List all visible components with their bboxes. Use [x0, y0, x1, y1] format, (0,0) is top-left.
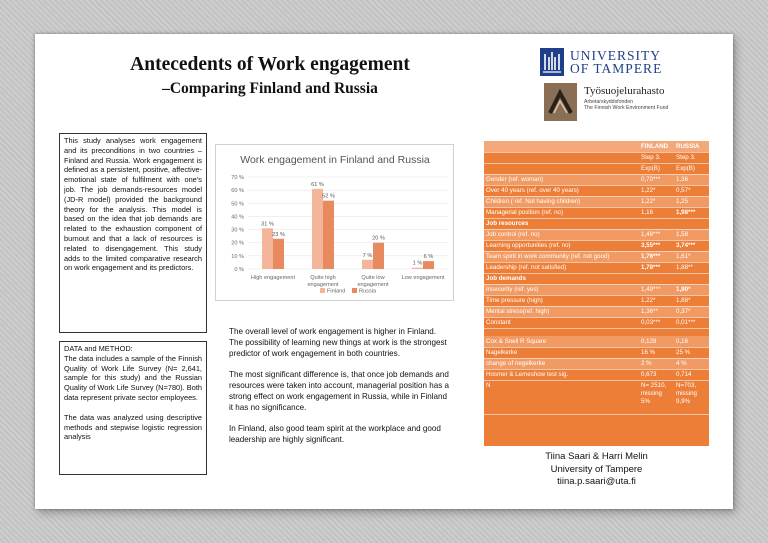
step-blank — [484, 152, 639, 163]
row-label: change of negelkerke — [484, 358, 639, 369]
y-tick-label: 70 % — [231, 175, 244, 181]
table-row — [484, 229, 709, 240]
row-finland-value: 1,48*** — [639, 229, 674, 240]
data-label: 23 % — [272, 231, 285, 238]
table-row — [484, 174, 709, 185]
blank — [674, 273, 709, 284]
table-row — [484, 336, 709, 347]
row-russia-value: 3,74*** — [674, 240, 709, 251]
data-label: 20 % — [372, 235, 385, 242]
row-label: Job control (ref. no) — [484, 229, 639, 240]
row-finland-value: 2 % — [639, 358, 674, 369]
table-row — [484, 196, 709, 207]
resources-heading-row — [484, 218, 709, 229]
y-tick-label: 40 % — [231, 214, 244, 221]
row-label: Nagelkerke — [484, 347, 639, 358]
expb-blank — [484, 163, 639, 174]
fund-name: Työsuojelurahasto — [584, 85, 665, 97]
table-row — [484, 295, 709, 306]
row-finland-value: 3,55*** — [639, 240, 674, 251]
step-finland: Step 3. — [639, 152, 674, 163]
expb-russia: Exp(B) — [674, 163, 709, 174]
university-logo — [540, 48, 680, 78]
fund-mark-icon — [544, 83, 577, 121]
gap — [484, 328, 639, 336]
university-name — [570, 49, 662, 75]
row-label: Hosmer & Lemeshow test sig. — [484, 369, 639, 380]
fund-sub-2: The Finnish Work Environment Fund — [584, 105, 669, 111]
row-russia-value: 0,714 — [674, 369, 709, 380]
bar-finland — [362, 260, 373, 269]
table-row — [484, 317, 709, 328]
y-tick-label: 20 % — [231, 240, 244, 247]
method-paragraph-2: The data was analyzed using descriptive methods and stepwise logistic regression analysis — [64, 412, 202, 442]
row-label: Mental stress(ref. high) — [484, 306, 639, 317]
poster-subtitle: –Comparing Finland and Russia — [162, 80, 378, 97]
legend-label-russia: Russia — [359, 288, 377, 295]
university-line-2: OF TAMPERE — [570, 61, 663, 76]
method-box — [59, 341, 207, 475]
gap — [639, 328, 674, 336]
bar-russia — [423, 261, 434, 269]
author-email[interactable]: tiina.p.saari@uta.fi — [557, 476, 636, 487]
table-row — [484, 369, 709, 380]
chart-title: Work engagement in Finland and Russia — [240, 154, 430, 166]
row-russia-value: 0,01*** — [674, 317, 709, 328]
method-heading: DATA and METHOD: — [64, 344, 133, 353]
bar-russia — [323, 201, 334, 269]
results-paragraph-3: In Finland, also good team spirit at the workplace and good leadership are highly significant. — [229, 424, 441, 444]
bar-russia — [373, 243, 384, 269]
row-finland-value: 1,76*** — [639, 251, 674, 262]
author-names: Tiina Saari & Harri Melin — [545, 451, 648, 462]
data-label: 7 % — [362, 252, 373, 259]
university-crest-icon — [540, 48, 564, 76]
fund-subtitle — [584, 99, 694, 111]
table-row — [484, 251, 709, 262]
row-label: Insecurity (ref. yes) — [484, 284, 639, 295]
table-expb-row — [484, 163, 709, 174]
chart-svg — [216, 145, 455, 302]
row-finland-value: 1,16 — [639, 207, 674, 218]
x-tick-label: Quite high — [310, 275, 336, 281]
row-finland-value: 1,36** — [639, 306, 674, 317]
table-n-row — [484, 380, 709, 414]
row-finland-value: 0,128 — [639, 336, 674, 347]
table-row — [484, 347, 709, 358]
bar-finland — [412, 268, 423, 269]
resources-heading: Job resources — [484, 218, 639, 229]
row-finland-value: 1,49*** — [639, 284, 674, 295]
y-tick-label: 50 % — [231, 201, 244, 208]
row-label: Team spirit in work community (ref. not good) — [484, 251, 639, 262]
regression-table-panel — [484, 141, 709, 446]
blank — [639, 273, 674, 284]
table-gap-row — [484, 328, 709, 336]
row-russia-value: 1,98*** — [674, 207, 709, 218]
demands-heading: Job demands — [484, 273, 639, 284]
legend-swatch-finland — [320, 288, 325, 293]
method-paragraph-1: The data includes a sample of the Finnish Quality of Work Life Survey (N= 2,641, sample for this study) and the Russian Quality of Work Life Survey (N=780). Both data represent private sector employees. — [64, 353, 202, 402]
row-russia-value: 1,61* — [674, 251, 709, 262]
data-label: 52 % — [322, 193, 335, 200]
table-row — [484, 207, 709, 218]
row-russia-value: 1,25 — [674, 196, 709, 207]
row-finland-value: 0,03*** — [639, 317, 674, 328]
university-line-1: UNIVERSITY — [570, 48, 661, 63]
row-finland-value: 1,22* — [639, 295, 674, 306]
x-tick-label: High engagement — [250, 275, 296, 281]
x-tick-label: engagement — [357, 282, 389, 288]
row-finland-value: 1,78*** — [639, 262, 674, 273]
author-organization: University of Tampere — [550, 463, 643, 475]
data-label: 61 % — [311, 181, 324, 188]
row-label: Learning opportunities (ref. no) — [484, 240, 639, 251]
row-finland-value: 0,673 — [639, 369, 674, 380]
table-row — [484, 284, 709, 295]
row-russia-value: 1,88** — [674, 262, 709, 273]
row-russia-value: 1,58 — [674, 229, 709, 240]
demands-heading-row — [484, 273, 709, 284]
blank — [639, 218, 674, 229]
authors-block — [484, 451, 709, 489]
engagement-chart — [215, 144, 454, 301]
poster — [35, 34, 733, 509]
y-tick-label: 0 % — [234, 267, 244, 273]
row-finland-value: 1,22* — [639, 196, 674, 207]
data-label: 31 % — [261, 221, 274, 228]
x-tick-label: Quite low — [361, 275, 385, 281]
x-tick-label: Low engagement — [401, 275, 445, 281]
n-label: N — [484, 380, 639, 414]
row-russia-value: 1,36 — [674, 174, 709, 185]
n-finland: N= 2510, missing 5% — [639, 380, 674, 414]
y-tick-label: 10 % — [231, 253, 244, 260]
intro-text: This study analyses work engagement and its preconditions in two countries – Finland and Russia. Work engagement is defined as a persistent, positive, affective-emotional state of fulfilment with one’s job. The job demands-resources model (JD-R model) provided the background theory for the analysis. This model is based on the idea that job demands are related to the exhaustion component of burnout and that a lack of resources is related to disengagement. This study adds to the limited comparative research on work engagement and its predictors. — [64, 136, 202, 273]
row-label: Constant — [484, 317, 639, 328]
row-russia-value: 25 % — [674, 347, 709, 358]
table-row — [484, 358, 709, 369]
row-russia-value: 1,88* — [674, 295, 709, 306]
fund-logo — [544, 83, 694, 125]
table-step-row — [484, 152, 709, 163]
results-paragraph-2: The most significant difference is, that once job demands and resources were taken into account, managerial position has a strong effect on work engagement in Russia, while in Finland it has no significance. — [229, 370, 450, 412]
data-label: 6 % — [423, 254, 434, 261]
x-tick-label: engagement — [307, 282, 339, 288]
row-russia-value: 1,90* — [674, 284, 709, 295]
table-row — [484, 262, 709, 273]
header-russia: RUSSIA — [674, 141, 709, 152]
row-label: Gender (ref. woman) — [484, 174, 639, 185]
row-label: Time pressure (high) — [484, 295, 639, 306]
row-russia-value: 0,16 — [674, 336, 709, 347]
regression-table — [484, 141, 709, 415]
intro-box — [59, 133, 207, 333]
bar-finland — [312, 189, 323, 269]
table-row — [484, 306, 709, 317]
table-header-row — [484, 141, 709, 152]
legend-label-finland: Finland — [327, 288, 346, 295]
header-finland: FINLAND — [639, 141, 674, 152]
row-finland-value: 1,22* — [639, 185, 674, 196]
row-russia-value: 4 % — [674, 358, 709, 369]
step-russia: Step 3. — [674, 152, 709, 163]
data-label: 1 % — [412, 260, 423, 267]
row-label: Managerial position (ref. no) — [484, 207, 639, 218]
row-label: Cox & Snell R Square — [484, 336, 639, 347]
row-russia-value: 0,37* — [674, 306, 709, 317]
table-row — [484, 240, 709, 251]
results-text — [229, 326, 449, 455]
table-row — [484, 185, 709, 196]
gap — [674, 328, 709, 336]
y-tick-label: 30 % — [231, 227, 244, 234]
legend-swatch-russia — [352, 288, 357, 293]
fund-sub-1: Arbetarskyddsfonden — [584, 99, 634, 105]
row-finland-value: 0,70*** — [639, 174, 674, 185]
header-blank — [484, 141, 639, 152]
expb-finland: Exp(B) — [639, 163, 674, 174]
row-russia-value: 0,57* — [674, 185, 709, 196]
blank — [674, 218, 709, 229]
y-tick-label: 60 % — [231, 188, 244, 195]
row-finland-value: 16 % — [639, 347, 674, 358]
row-label: Over 40 years (ref. over 40 years) — [484, 185, 639, 196]
results-paragraph-1: The overall level of work engagement is higher in Finland. The possibility of learning new things at work is the strongest predictor of work engagement in both countries. — [229, 327, 447, 358]
row-label: Leadership (ref. not satisfied) — [484, 262, 639, 273]
row-label: Children ( ref. Not having children) — [484, 196, 639, 207]
n-russia: N=703, missing 9,9% — [674, 380, 709, 414]
bar-russia — [273, 239, 284, 269]
poster-title: Antecedents of Work engagement — [130, 54, 410, 75]
